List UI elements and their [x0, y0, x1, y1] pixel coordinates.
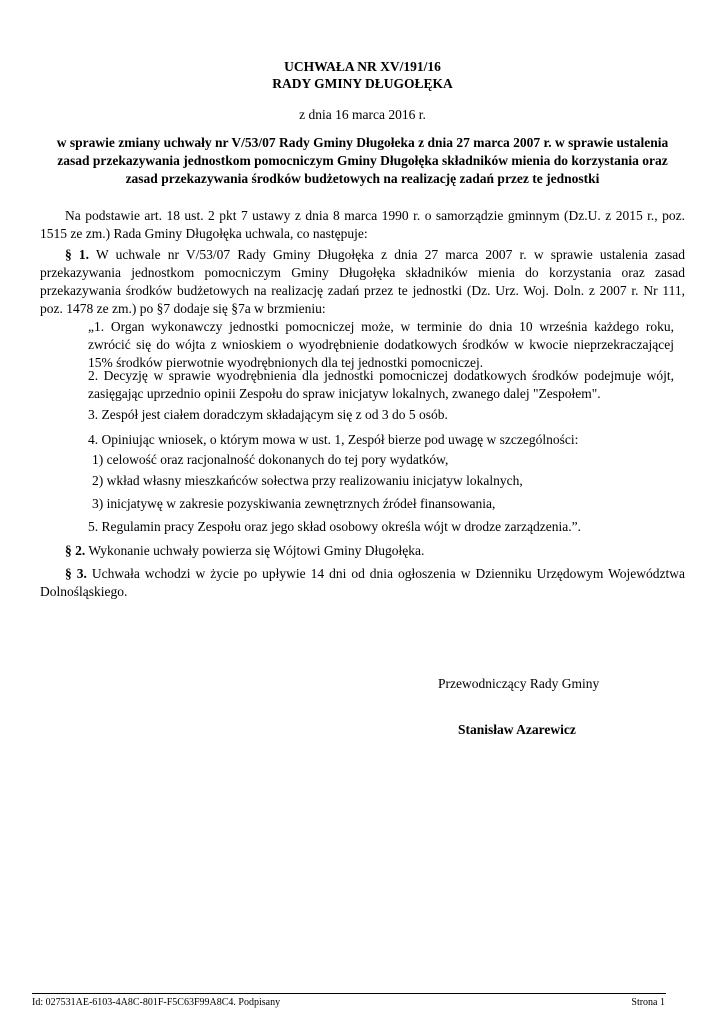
quoted-point-3: 3. Zespół jest ciałem doradczym składającym się z od 3 do 5 osób. [88, 407, 448, 422]
section-2-paragraph [65, 542, 685, 560]
footer-divider [32, 993, 666, 994]
criteria-item-3: 3) inicjatywę w zakresie pozyskiwania zewnętrznych źródeł finansowania, [92, 496, 496, 511]
quoted-point-4: 4. Opiniując wniosek, o którym mowa w ust. 1, Zespół bierze pod uwagę w szczególności: [88, 432, 579, 447]
section-1-text: W uchwale nr V/53/07 Rady Gminy Długołęka z dnia 27 marca 2007 r. w sprawie ustalenia zasad przekazywania jednostkom pomocniczym Gminy Długołęka składników mienia do korzystania oraz zasad przekazywania środków budżetowych na realizację zadań przez te jednostki (Dz. Urz. Woj. Doln. z 2007 r. Nr 111, poz. 1478 ze zm.) po §7 dodaje się §7a w brzmieniu: [40, 247, 686, 316]
section-1-paragraph [40, 246, 685, 318]
criteria-item-2: 2) wkład własny mieszkańców sołectwa przy realizowaniu inicjatyw lokalnych, [92, 473, 523, 488]
section-3-text: Uchwała wchodzi w życie po upływie 14 dni od dnia ogłoszenia w Dzienniku Urzędowym Województwa Dolnośląskiego. [40, 566, 686, 599]
document-date: z dnia 16 marca 2016 r. [299, 107, 426, 122]
footer-page-number: Strona 1 [631, 997, 665, 1008]
quoted-point-5: 5. Regulamin pracy Zespołu oraz jego skład osobowy określa wójt w drodze zarządzenia.”. [88, 519, 581, 534]
criteria-item-1: 1) celowość oraz racjonalność dokonanych do tej pory wydatków, [92, 452, 449, 467]
legal-basis-paragraph: Na podstawie art. 18 ust. 2 pkt 7 ustawy z dnia 8 marca 1990 r. o samorządzie gminnym (Dz.U. z 2015 r., poz. 1515 ze zm.) Rada Gminy Długołęka uchwala, co następuje: [40, 208, 685, 241]
signatory-name: Stanisław Azarewicz [458, 722, 576, 737]
document-title: UCHWAŁA NR XV/191/16 [284, 59, 441, 74]
footer-document-id: Id: 027531AE-6103-4A8C-801F-F5C63F99A8C4. Podpisany [32, 997, 281, 1008]
issuing-body: RADY GMINY DŁUGOŁĘKA [272, 76, 453, 91]
section-1-marker: § 1. [65, 247, 90, 262]
section-3-marker: § 3. [65, 566, 87, 581]
quoted-point-2: 2. Decyzję w sprawie wyodrębnienia dla jednostki pomocniczej dodatkowych środków podejmuje wójt, zasięgając uprzednio opinii Zespołu do spraw inicjatyw lokalnych, zwanego dalej "Zespołem". [88, 368, 674, 401]
document-subject: w sprawie zmiany uchwały nr V/53/07 Rady Gminy Długołeka z dnia 27 marca 2007 r. w sprawie ustalenia zasad przekazywania jednostkom pomocniczym Gminy Długołęka składników mienia do korzystania oraz zasad przekazywania środków budżetowych na realizację zadań przez te jednostki [56, 135, 669, 186]
section-3-paragraph [40, 565, 685, 601]
quoted-point-1: „1. Organ wykonawczy jednostki pomocniczej może, w terminie do dnia 10 września każdego roku, zwrócić się do wójta z wnioskiem o wyodrębnienie dodatkowych środków w kwocie nieprzekraczającej 15% środków pierwotnie wyodrębnionych dla tej jednostki pomocniczej. [88, 319, 674, 370]
section-2-marker: § 2. [65, 543, 86, 558]
signatory-role: Przewodniczący Rady Gminy [438, 676, 600, 691]
section-2-text: Wykonanie uchwały powierza się Wójtowi Gminy Długołęka. [85, 543, 425, 558]
